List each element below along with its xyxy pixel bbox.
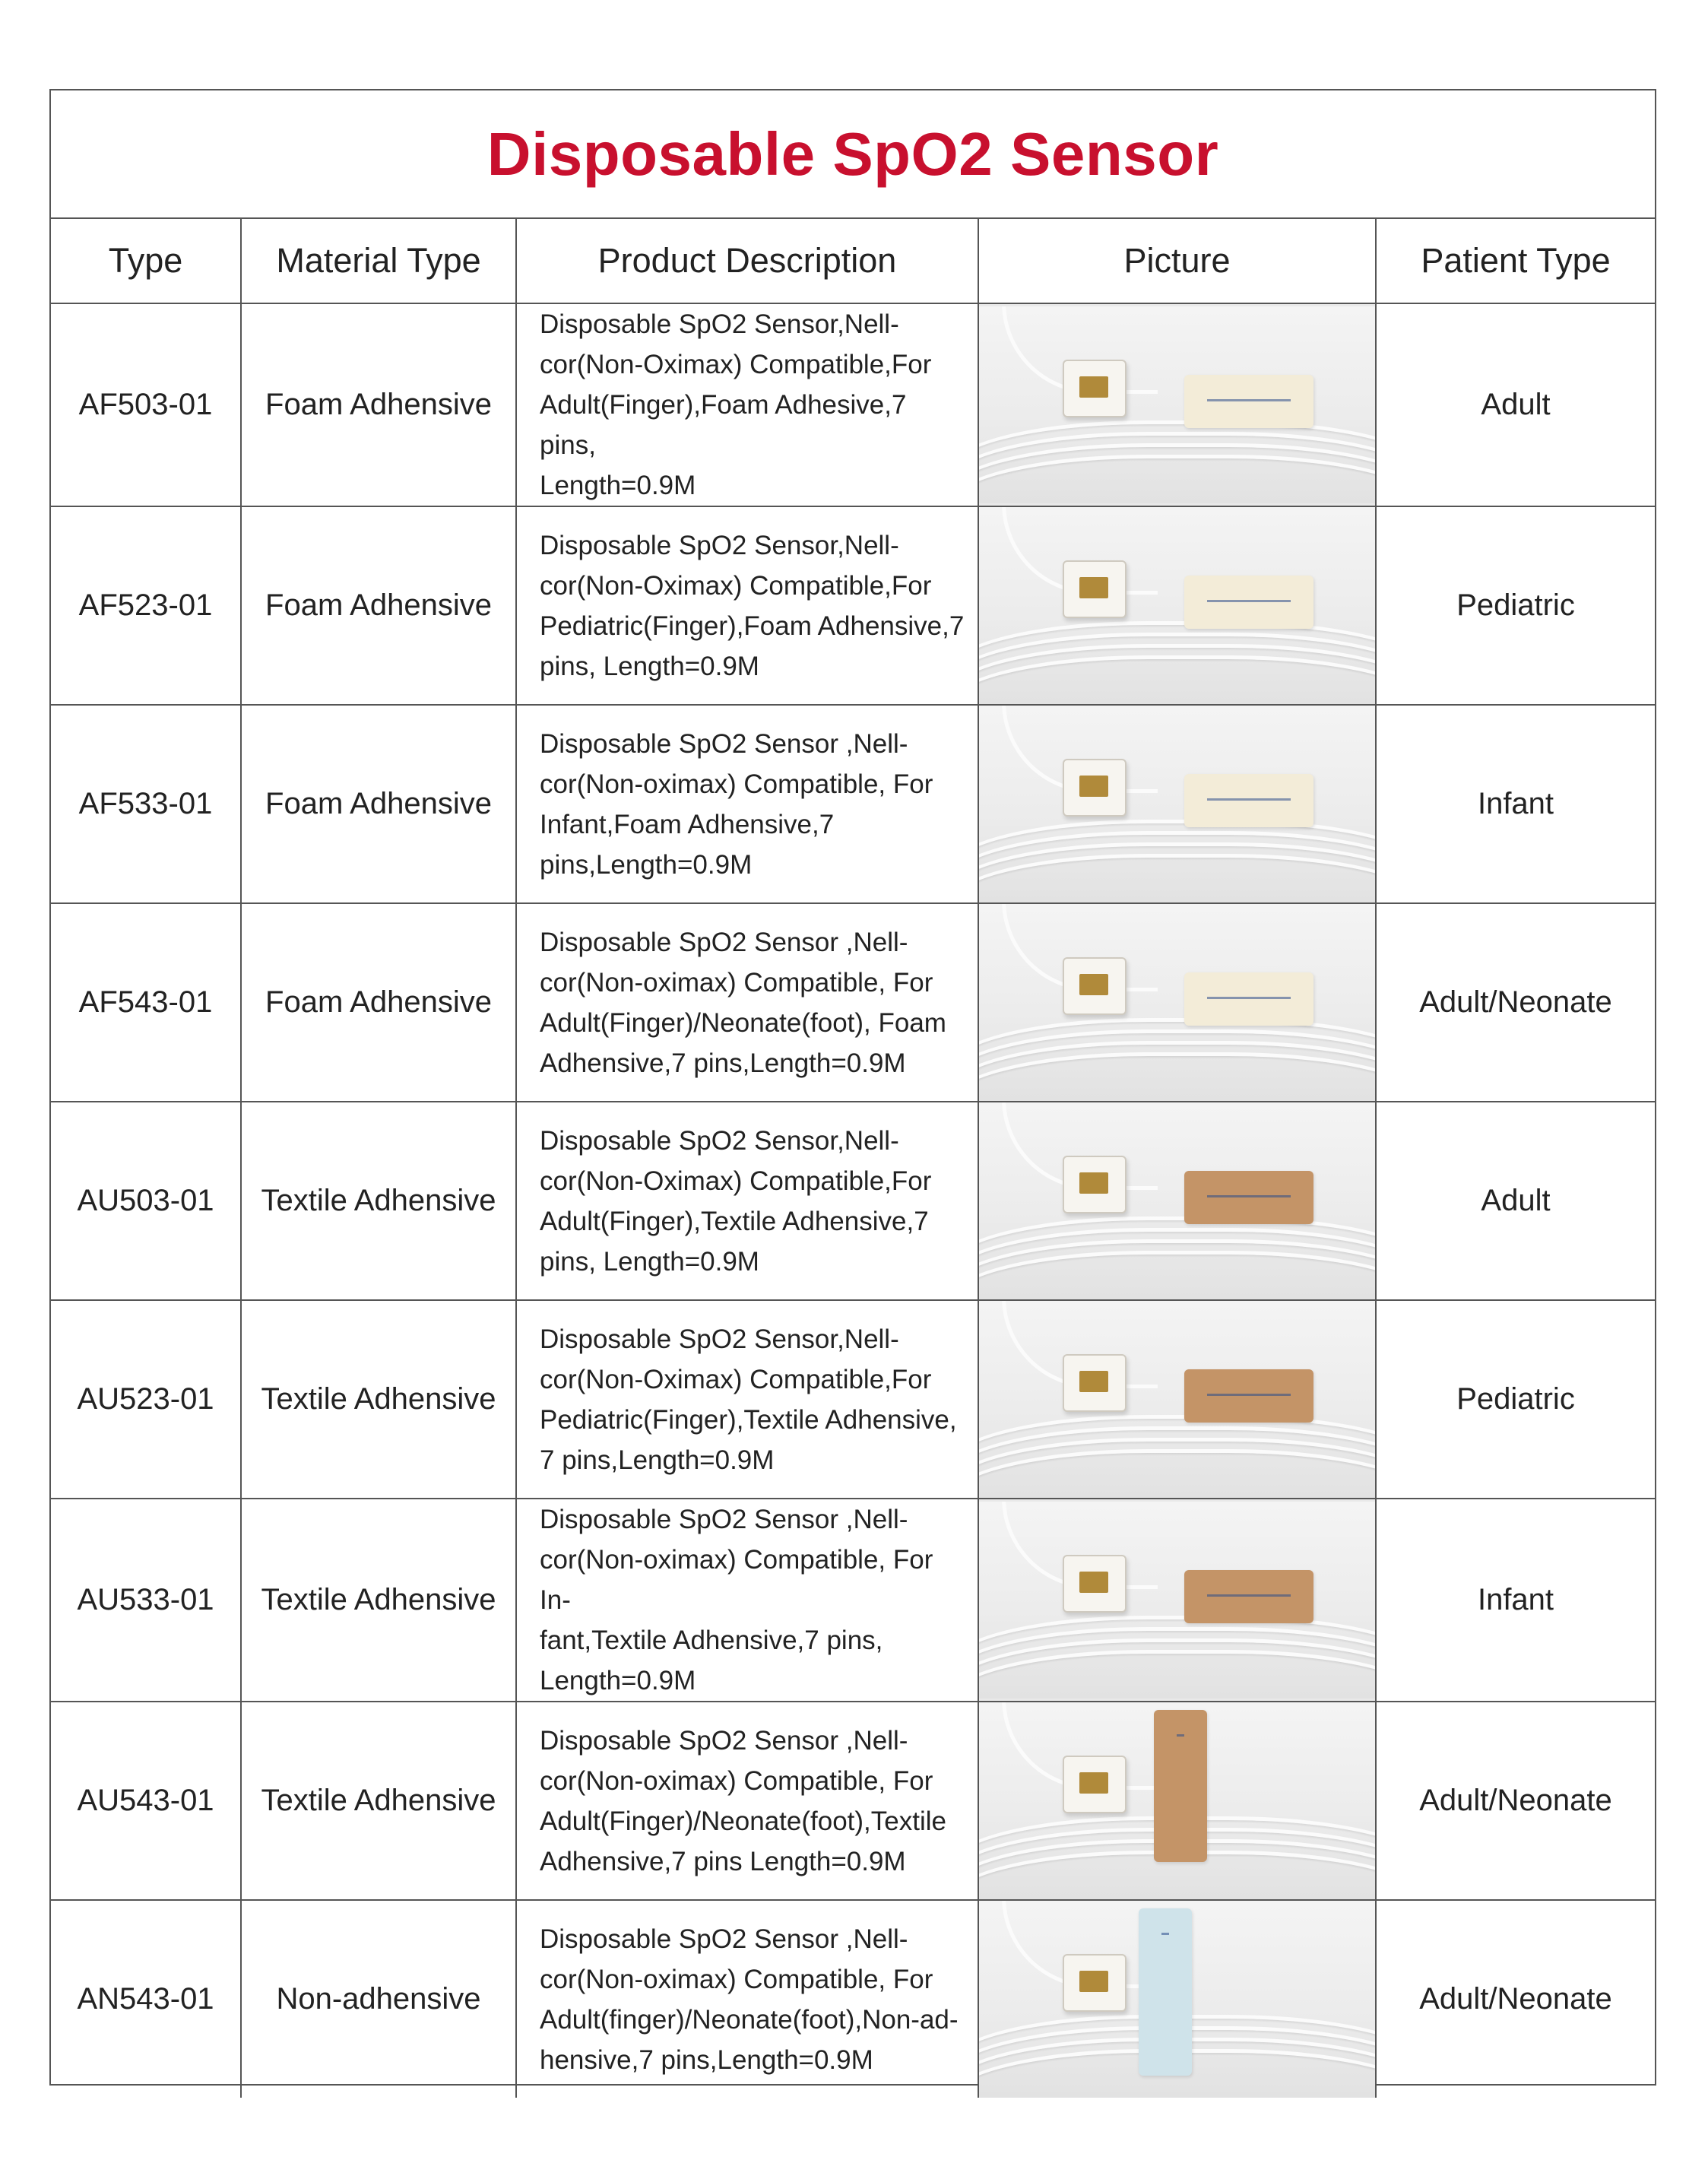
cell-product-description (516, 303, 978, 506)
description-line: hensive,7 pins,Length=0.9M (540, 2044, 873, 2075)
cell-material-type: Foam Adhensive (241, 705, 516, 903)
description-line: cor(Non-Oximax) Compatible,For (540, 1166, 932, 1196)
cell-picture (978, 1702, 1376, 1900)
cell-patient-type: Adult/Neonate (1376, 903, 1655, 1102)
table-row (51, 1102, 1655, 1300)
cell-product-description (516, 903, 978, 1102)
cell-type: AN543-01 (51, 1900, 241, 2098)
cell-patient-type: Adult/Neonate (1376, 1900, 1655, 2098)
description-line: cor(Non-Oximax) Compatible,For (540, 350, 932, 379)
description-line: Length=0.9M (540, 471, 696, 500)
cell-picture (978, 903, 1376, 1102)
header-product-description: Product Description (516, 218, 978, 303)
cell-product-description (516, 1300, 978, 1499)
cell-picture (978, 705, 1376, 903)
sensor-cable-coil (979, 1251, 1375, 1299)
sensor-connector (1063, 1954, 1127, 2012)
cell-picture (978, 303, 1376, 506)
sensor-cable-coil (979, 854, 1375, 902)
description-line: Infant,Foam Adhensive,7 (540, 809, 835, 839)
description-line: cor(Non-oximax) Compatible, For In- (540, 1545, 933, 1615)
cell-picture (978, 1900, 1376, 2098)
description-line: Adult(Finger)/Neonate(foot),Textile (540, 1806, 946, 1836)
sensor-connector (1063, 560, 1127, 618)
sensor-connector (1063, 1555, 1127, 1613)
sensor-connector (1063, 1156, 1127, 1213)
table-row (51, 303, 1655, 506)
spec-table (51, 217, 1655, 2098)
page-title: Disposable SpO2 Sensor (486, 119, 1219, 188)
sensor-pad (1184, 1570, 1313, 1623)
sensor-connector (1063, 360, 1127, 417)
sensor-connector (1063, 759, 1127, 817)
description-line: Disposable SpO2 Sensor ,Nell- (540, 1725, 908, 1756)
table-row (51, 1300, 1655, 1499)
table-row (51, 1499, 1655, 1702)
sensor-cable-coil (979, 455, 1375, 503)
textile-pad-sensor-photo (979, 1301, 1375, 1498)
description-line: Adult(finger)/Neonate(foot),Non-ad- (540, 2004, 959, 2035)
cell-picture (978, 1499, 1376, 1702)
cell-type: AU533-01 (51, 1499, 241, 1702)
cell-type: AU523-01 (51, 1300, 241, 1499)
cell-type: AF503-01 (51, 303, 241, 506)
table-row (51, 1900, 1655, 2098)
cell-patient-type: Pediatric (1376, 1300, 1655, 1499)
header-picture: Picture (978, 218, 1376, 303)
sensor-cable-coil (979, 1052, 1375, 1101)
table-header-row (51, 218, 1655, 303)
cell-material-type: Non-adhensive (241, 1900, 516, 2098)
header-patient-type: Patient Type (1376, 218, 1655, 303)
description-line: Adhensive,7 pins,Length=0.9M (540, 1048, 906, 1078)
foam-strip-sensor-photo (979, 904, 1375, 1101)
description-line: Disposable SpO2 Sensor ,Nell- (540, 1505, 908, 1534)
description-line: Adult(Finger)/Neonate(foot), Foam (540, 1007, 946, 1038)
description-line: Disposable SpO2 Sensor,Nell- (540, 309, 899, 339)
cell-patient-type: Infant (1376, 1499, 1655, 1702)
sensor-connector (1063, 957, 1127, 1015)
description-line: cor(Non-oximax) Compatible, For (540, 967, 933, 998)
description-line: fant,Textile Adhensive,7 pins, (540, 1626, 883, 1655)
sensor-pad (1184, 375, 1313, 428)
cell-product-description (516, 1499, 978, 1702)
cell-type: AU503-01 (51, 1102, 241, 1300)
sensor-pad (1139, 1908, 1192, 2076)
description-line: Adult(Finger),Foam Adhesive,7 pins, (540, 390, 907, 460)
cell-material-type: Foam Adhensive (241, 506, 516, 705)
foam-pad-sensor-photo (979, 306, 1375, 503)
description-line: pins, Length=0.9M (540, 651, 759, 681)
cell-type: AF533-01 (51, 705, 241, 903)
foam-pad-sensor-photo (979, 507, 1375, 704)
sensor-pad (1184, 576, 1313, 629)
cell-product-description (516, 1900, 978, 2098)
textile-pad-sensor-photo (979, 1502, 1375, 1699)
cell-material-type: Textile Adhensive (241, 1499, 516, 1702)
description-line: Disposable SpO2 Sensor,Nell- (540, 530, 899, 560)
textile-strip-sensor-photo (979, 1702, 1375, 1899)
sensor-pad (1154, 1710, 1207, 1862)
table-row (51, 705, 1655, 903)
table-row (51, 903, 1655, 1102)
table-row (51, 506, 1655, 705)
description-line: cor(Non-Oximax) Compatible,For (540, 570, 932, 601)
sensor-pad (1184, 1369, 1313, 1423)
sensor-cable-coil (979, 1650, 1375, 1699)
spec-sheet (49, 89, 1656, 2086)
header-material-type: Material Type (241, 218, 516, 303)
cell-picture (978, 1102, 1376, 1300)
description-line: Pediatric(Finger),Foam Adhensive,7 (540, 611, 965, 641)
cell-picture (978, 506, 1376, 705)
cell-type: AF543-01 (51, 903, 241, 1102)
cell-patient-type: Adult (1376, 303, 1655, 506)
foam-pad-sensor-photo (979, 706, 1375, 902)
description-line: Disposable SpO2 Sensor ,Nell- (540, 1924, 908, 1954)
cell-type: AF523-01 (51, 506, 241, 705)
sensor-pad (1184, 774, 1313, 827)
cell-material-type: Textile Adhensive (241, 1300, 516, 1499)
cell-product-description (516, 1102, 978, 1300)
description-line: cor(Non-oximax) Compatible, For (540, 769, 933, 799)
description-line: Adult(Finger),Textile Adhensive,7 (540, 1206, 929, 1236)
table-row (51, 1702, 1655, 1900)
sensor-connector (1063, 1756, 1127, 1813)
cell-material-type: Foam Adhensive (241, 303, 516, 506)
description-line: pins,Length=0.9M (540, 849, 753, 880)
cell-patient-type: Adult/Neonate (1376, 1702, 1655, 1900)
description-line: cor(Non-Oximax) Compatible,For (540, 1364, 932, 1394)
description-line: Disposable SpO2 Sensor,Nell- (540, 1125, 899, 1156)
cell-product-description (516, 1702, 978, 1900)
sensor-pad (1184, 972, 1313, 1026)
header-type: Type (51, 218, 241, 303)
sensor-connector (1063, 1354, 1127, 1412)
cell-type: AU543-01 (51, 1702, 241, 1900)
cell-material-type: Textile Adhensive (241, 1102, 516, 1300)
description-line: cor(Non-oximax) Compatible, For (540, 1964, 933, 1994)
description-line: Pediatric(Finger),Textile Adhensive, (540, 1404, 957, 1435)
cell-patient-type: Adult (1376, 1102, 1655, 1300)
non-adhesive-wrap-sensor-photo (979, 1901, 1375, 2098)
description-line: Disposable SpO2 Sensor,Nell- (540, 1324, 899, 1354)
cell-material-type: Textile Adhensive (241, 1702, 516, 1900)
cell-product-description (516, 705, 978, 903)
description-line: Disposable SpO2 Sensor ,Nell- (540, 728, 908, 759)
cell-picture (978, 1300, 1376, 1499)
description-line: 7 pins,Length=0.9M (540, 1445, 775, 1475)
cell-product-description (516, 506, 978, 705)
title-row (51, 90, 1655, 219)
cell-patient-type: Infant (1376, 705, 1655, 903)
description-line: Disposable SpO2 Sensor ,Nell- (540, 927, 908, 957)
textile-pad-sensor-photo (979, 1102, 1375, 1299)
sensor-cable-coil (979, 1449, 1375, 1498)
description-line: cor(Non-oximax) Compatible, For (540, 1765, 933, 1796)
description-line: Adhensive,7 pins Length=0.9M (540, 1846, 906, 1876)
cell-material-type: Foam Adhensive (241, 903, 516, 1102)
cell-patient-type: Pediatric (1376, 506, 1655, 705)
description-line: pins, Length=0.9M (540, 1246, 759, 1277)
description-line: Length=0.9M (540, 1666, 696, 1695)
sensor-pad (1184, 1171, 1313, 1224)
sensor-cable-coil (979, 655, 1375, 704)
